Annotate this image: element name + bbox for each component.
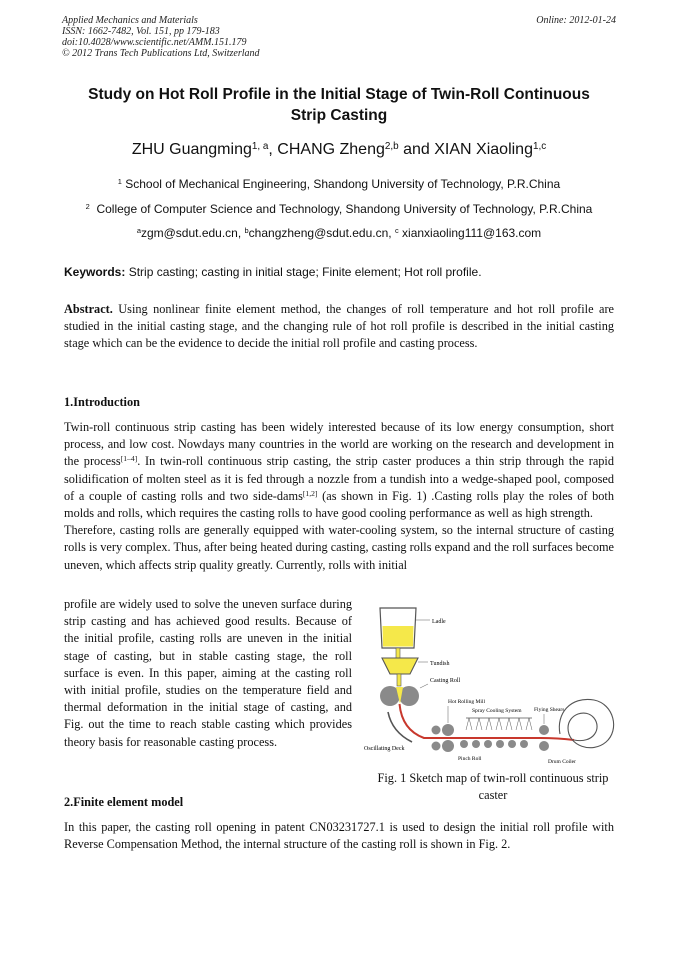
section-heading-fem: 2.Finite element model (64, 795, 184, 809)
affiliation-2-text: College of Computer Science and Technology, Shandong University of Technology, P.R.China (89, 202, 593, 216)
author-sep-1: , (268, 141, 278, 158)
mill-roll-top (442, 724, 454, 736)
email-c-sup: c (394, 225, 399, 235)
label-tundish: Tundish (430, 661, 450, 667)
ladle-molten-steel (383, 626, 414, 647)
affiliation-2-num: 2 (85, 201, 90, 211)
shear-top (539, 725, 549, 735)
intro-paragraph-2: Therefore, casting rolls are generally equipped with water-cooling system, so the internal structure of casting rolls is very complex. Thus, after being heated during casting, casting rolls expand and the roll surfaces become uneven, which affects strip quality greatly. Currently, rolls with initial (64, 523, 614, 572)
citation-1[interactable]: [1–4] (120, 454, 138, 464)
spray-nozzles (466, 718, 532, 730)
shear-bottom (539, 741, 549, 751)
email-a[interactable]: zgm@sdut.edu.cn, (140, 226, 245, 240)
journal-name: Applied Mechanics and Materials (62, 15, 198, 26)
intro-body (64, 419, 614, 574)
intro-paragraph-3: profile are widely used to solve the uneven surface during strip casting and has achieved good results. Because of the initial profile, casting rolls are uneven in the initial stage of casting, but in stable casting stage, the roll surface is even. In this paper, aiming at the casting roll with initial profile, studies on the temperature field and thermal deformation in the initial stage of casting, and Fig. out the time to reach stable casting which provides theory basis for reasonable casting process. (64, 597, 352, 749)
citation-2[interactable]: [1,2] (302, 488, 318, 498)
online-date: Online: 2012-01-24 (536, 15, 616, 26)
figure-1 (362, 600, 624, 768)
author-2-sup: 2,b (384, 140, 399, 152)
label-oscillating-deck: Oscillating Deck (364, 746, 405, 752)
affiliation-1 (40, 177, 638, 191)
affiliation-2 (40, 202, 638, 216)
email-c[interactable]: xianxiaoling111@163.com (398, 226, 542, 240)
intro-paragraph-1 (64, 419, 614, 522)
label-hot-rolling-mill-text: Hot Rolling Mill (448, 699, 485, 705)
label-flying-shears: Flying Shears (534, 707, 565, 713)
author-line (40, 141, 638, 159)
author-3: XIAN Xiaoling (434, 141, 533, 158)
table-rolls (460, 740, 528, 748)
email-line (40, 226, 638, 240)
label-spray-cooling: Spray Cooling System (472, 708, 522, 714)
label-casting-roll: Casting Roll (430, 678, 461, 684)
author-sep-2: and (398, 141, 435, 158)
affiliation-1-text: School of Mechanical Engineering, Shandong University of Technology, P.R.China (121, 177, 561, 191)
tundish-shape (382, 658, 418, 674)
affiliation-1-num: 1 (117, 176, 122, 186)
label-drum-coiler: Drum Coiler (548, 759, 576, 765)
abstract (64, 301, 614, 353)
label-ladle: Ladle (432, 619, 446, 625)
paper-title: Study on Hot Roll Profile in the Initial Stage of Twin-Roll Continuous Strip Casting (88, 86, 590, 124)
email-b[interactable]: changzheng@sdut.edu.cn, (248, 226, 395, 240)
section-heading-intro: 1.Introduction (64, 395, 140, 409)
ladle-nozzle (396, 648, 400, 658)
tundish-nozzle (397, 674, 401, 686)
intro-p1-b: . In twin-roll continuous strip casting, the strip caster produces a thin strip through the rapid solidification of molten steel as it is fed through a nozzle from a tundish into a wedge-shaped pool, composed of a couple of casting rolls and two side-dams (64, 454, 615, 503)
journal-issn: ISSN: 1662-7482, Vol. 151, pp 179-183 (62, 26, 220, 37)
label-hot-rolling-mill (448, 699, 485, 705)
keywords-text: Strip casting; casting in initial stage; Finite element; Hot roll profile. (125, 265, 482, 279)
journal-header (62, 15, 616, 59)
email-a-sup: a (136, 225, 141, 235)
journal-doi: doi:10.4028/www.scientific.net/AMM.151.179 (62, 37, 247, 48)
keywords (64, 265, 614, 279)
drum-coiler-shape (559, 699, 613, 747)
author-3-sup: 1,c (532, 140, 547, 152)
figure-1-caption: Fig. 1 Sketch map of twin-roll continuous strip caster (377, 771, 609, 802)
label-pinch-roll: Pinch Roll (458, 756, 482, 762)
intro-p1-a: Twin-roll continuous strip casting has been widely interested because of its low energy consumption, short process, and low cost. Nowdays many countries in the world are working on the research and development in the process (64, 420, 614, 469)
abstract-text: Using nonlinear finite element method, the changes of roll temperature and hot roll profile are studied in the initial casting stage, and the changing rule of hot roll profile is described in the initial casting stage which can be the evidence to decide the initial roll profile and casting process. (64, 302, 614, 351)
fem-paragraph-1: In this paper, the casting roll opening in patent CN03231727.1 is used to design the initial roll profile with Reverse Compensation Method, the internal structure of the casting roll is shown in Fig. 2. (64, 820, 614, 852)
pinch-roll-top (432, 726, 441, 735)
pinch-roll-bottom (432, 742, 441, 751)
intro-p1-c: (as shown in Fig. 1) .Casting rolls play the roles of both molds and rolls, which requires the casting rolls to have good cooling performance as well as high strength. (64, 488, 614, 521)
journal-copyright: © 2012 Trans Tech Publications Ltd, Switzerland (62, 48, 260, 59)
caster-sketch (362, 600, 624, 768)
author-1-sup: 1, a (251, 140, 269, 152)
casting-roll-leader (420, 684, 428, 688)
keywords-label: Keywords: (64, 265, 126, 279)
author-2: CHANG Zheng (277, 141, 385, 158)
mill-roll-bottom (442, 740, 454, 752)
email-b-sup: b (244, 225, 249, 235)
author-1: ZHU Guangming (131, 141, 252, 158)
abstract-label: Abstract. (64, 302, 113, 316)
